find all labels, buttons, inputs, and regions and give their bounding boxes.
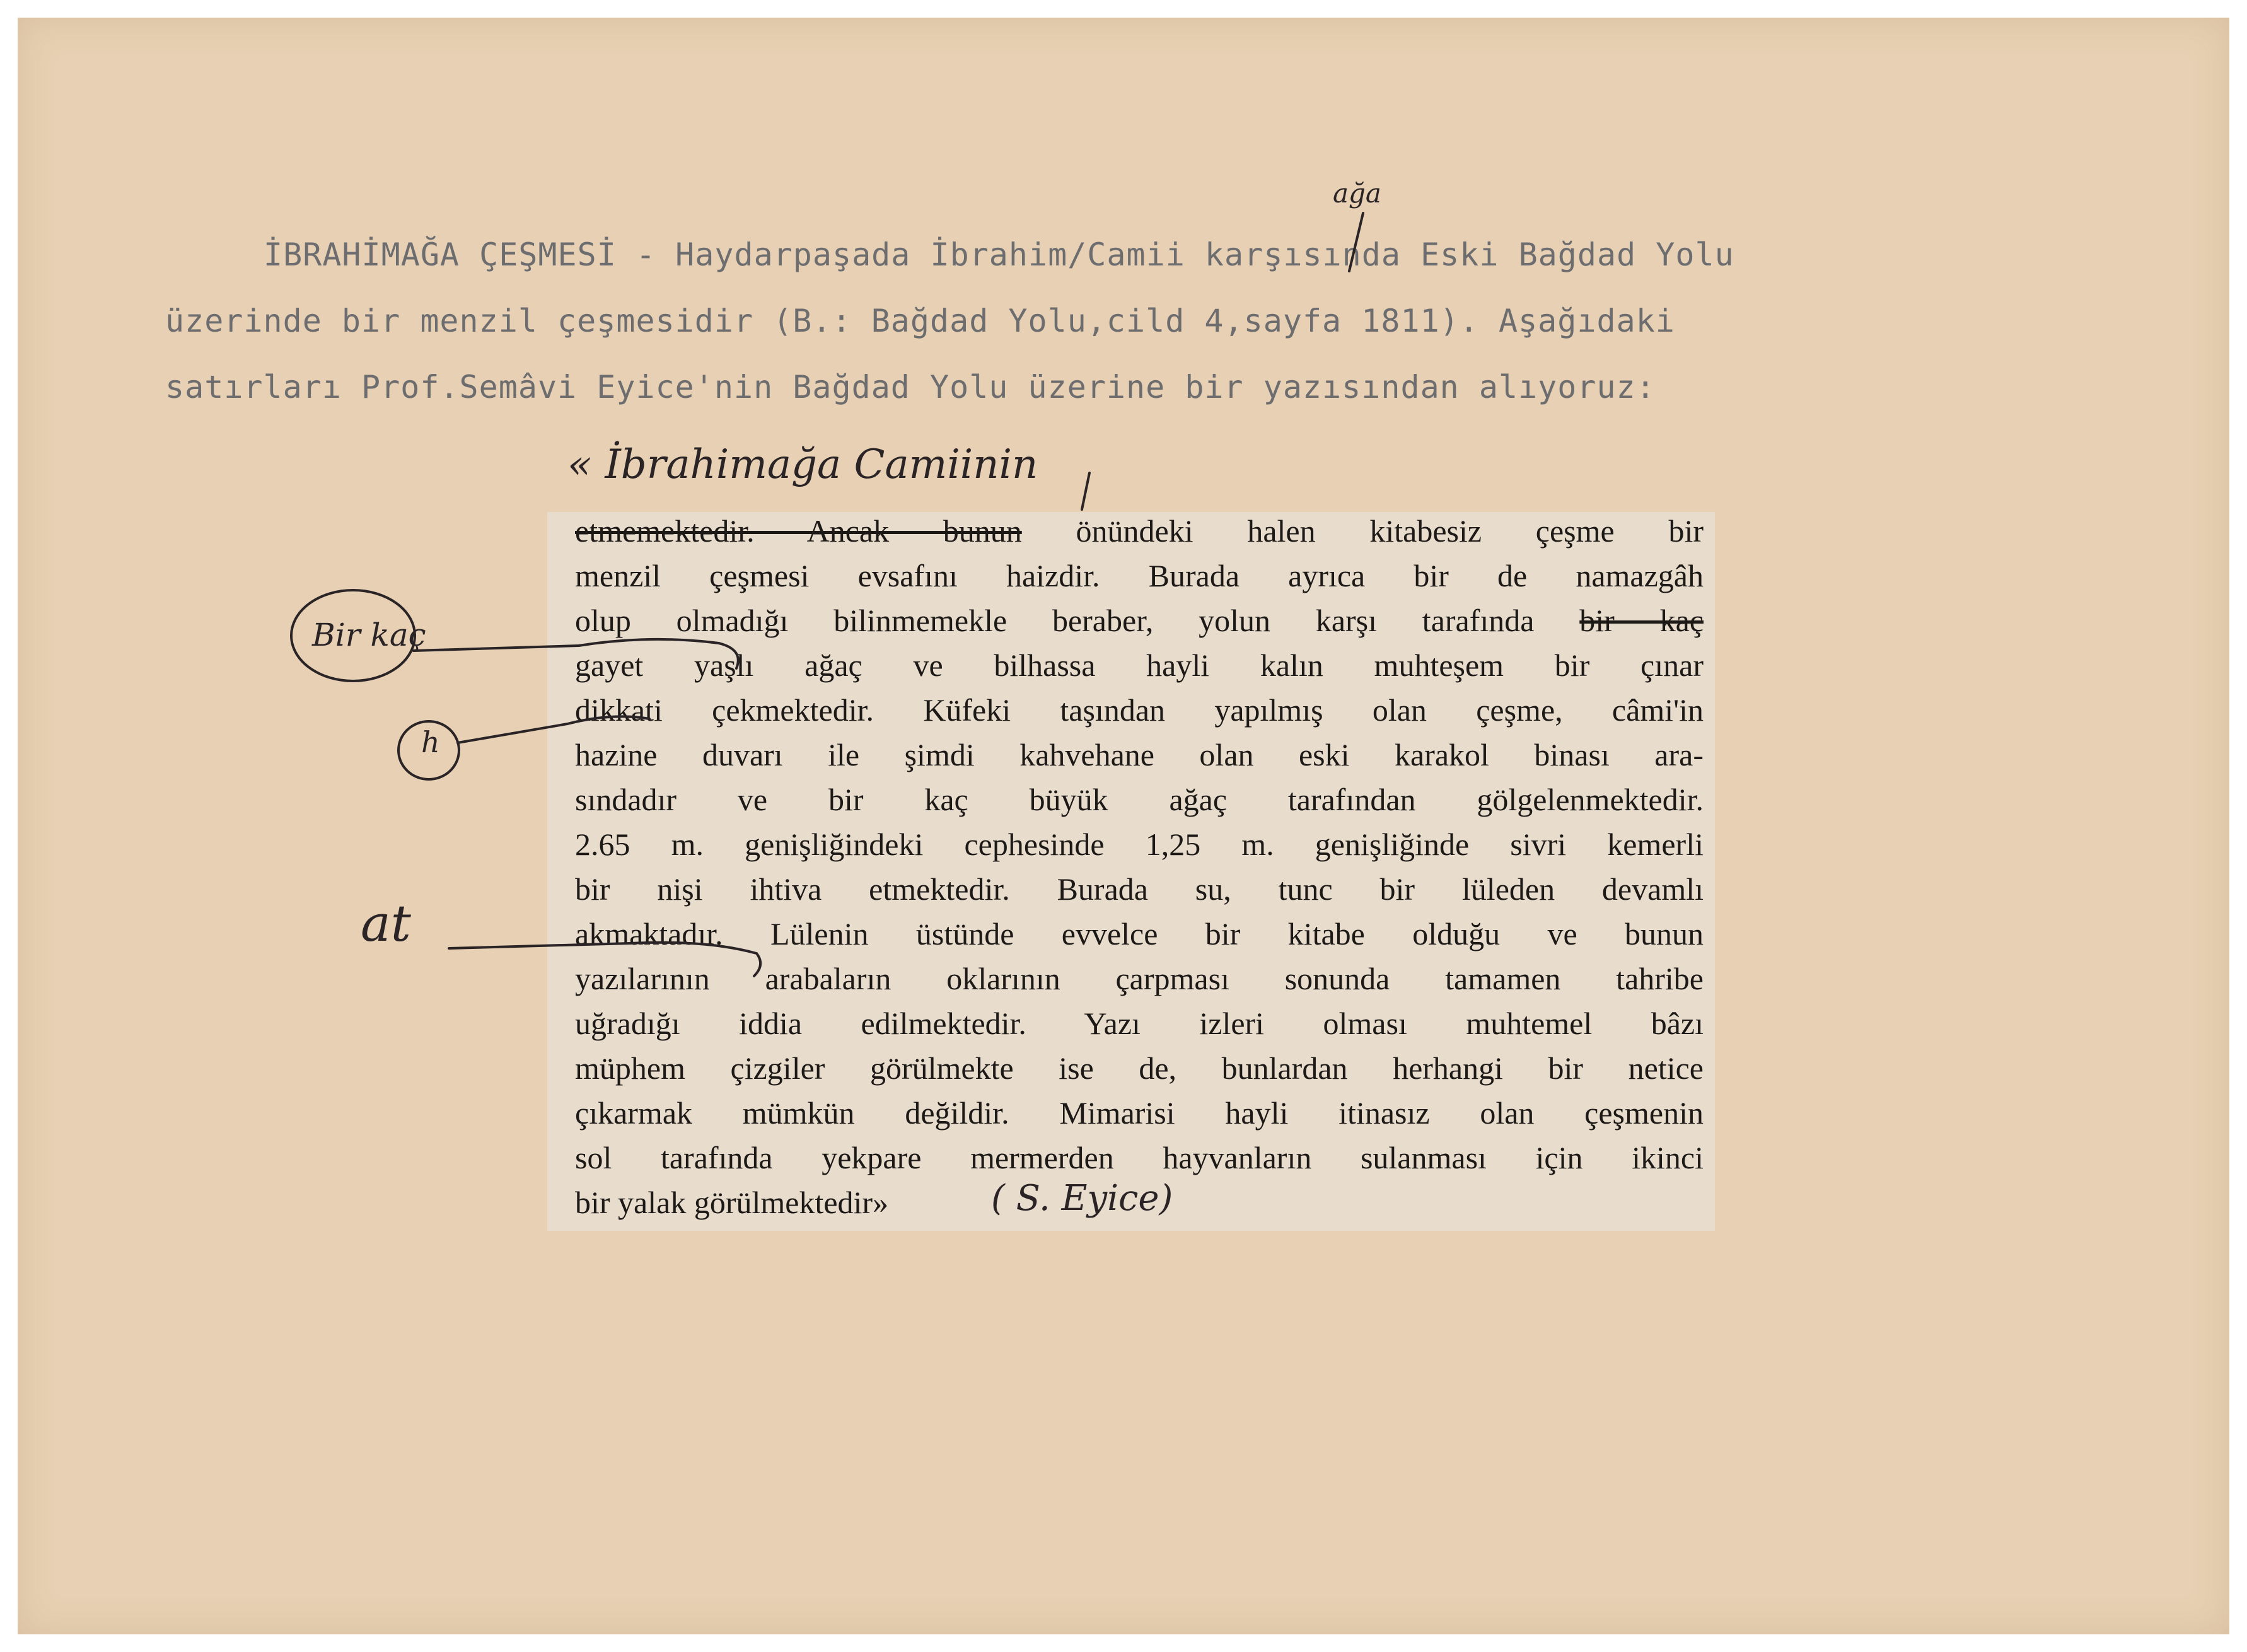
margin-note-bir-kac: Bir kaç (312, 617, 426, 653)
clipping-line: sındadır ve bir kaç büyük ağaç tarafından gölgelenmektedir. (575, 782, 1704, 817)
clipping-line: uğradığı iddia edilmektedir. Yazı izleri olması muhtemel bâzı (575, 1006, 1704, 1041)
handwritten-insert-aga: ağa (1333, 178, 1381, 209)
clipping-line: olup olmadığı bilinmemekle beraber, yolun karşı tarafında bir kaç (575, 603, 1704, 638)
handwritten-signature: ( S. Eyice) (991, 1178, 1173, 1219)
margin-note-at: at (361, 894, 411, 953)
typed-line-3: satırları Prof.Semâvi Eyice'nin Bağdad Yolu üzerine bir yazısından alıyoruz: (165, 369, 1656, 405)
clipping-line: bir yalak görülmektedir» (575, 1185, 889, 1220)
struck-text: bir kaç (1579, 603, 1704, 638)
clipping-line: müphem çizgiler görülmekte ise de, bunlardan herhangi bir netice (575, 1050, 1704, 1086)
clipping-line: etmemektedir. Ancak bunun önündeki halen kitabesiz çeşme bir (575, 513, 1704, 549)
typed-line-2: üzerinde bir menzil çeşmesidir (B.: Bağdad Yolu,cild 4,sayfa 1811). Aşağıdaki (165, 303, 1675, 339)
margin-note-h: h (421, 725, 440, 759)
insert-caret-aga (1349, 213, 1363, 271)
clipping-line: çıkarmak mümkün değildir. Mimarisi hayli itinasız olan çeşmenin (575, 1095, 1704, 1131)
handwritten-clip-heading: « İbrahimağa Camiinin (567, 441, 1038, 488)
heading-bracket (1082, 473, 1089, 509)
struck-text: etmemektedir. Ancak bunun (575, 513, 1022, 549)
margin-oval-h (398, 721, 459, 779)
clipping-line: sol tarafında yekpare mermerden hayvanların sulanması için ikinci (575, 1140, 1704, 1175)
clipping-line: hazine duvarı ile şimdi kahvehane olan eski karakol binası ara- (575, 737, 1704, 772)
insert-bracket-at (630, 943, 760, 976)
clipping-line: 2.65 m. genişliğindeki cephesinde 1,25 m. genişliğinde sivri kemerli (575, 827, 1704, 862)
insert-bracket-bir-kac (579, 639, 738, 668)
margin-oval-bir-kac (291, 590, 415, 681)
clipping-line: gayet yaşlı ağaç ve bilhassa hayli kalın muhteşem bir çınar (575, 648, 1704, 683)
clipping-line: bir nişi ihtiva etmektedir. Burada su, tunc bir lüleden devamlı (575, 871, 1704, 907)
leader-line-bir-kac (414, 646, 579, 651)
clipping-line: dikkati çekmektedir. Küfeki taşından yapılmış olan çeşme, câmi'in (575, 692, 1704, 728)
clipping-line: akmaktadır. Lülenin üstünde evvelce bir kitabe olduğu ve bunun (575, 916, 1704, 951)
leader-line-at (449, 943, 630, 948)
leader-line-h (458, 724, 567, 743)
insert-line-h (567, 716, 649, 724)
typed-line-1: İBRAHİMAĞA ÇEŞMESİ - Haydarpaşada İbrahim/Camii karşısında Eski Bağdad Yolu (264, 236, 1734, 273)
clipping-line: menzil çeşmesi evsafını haizdir. Burada ayrıca bir de namazgâh (575, 558, 1704, 593)
clipping-line: yazılarının arabaların oklarının çarpması sonunda tamamen tahribe (575, 961, 1704, 996)
